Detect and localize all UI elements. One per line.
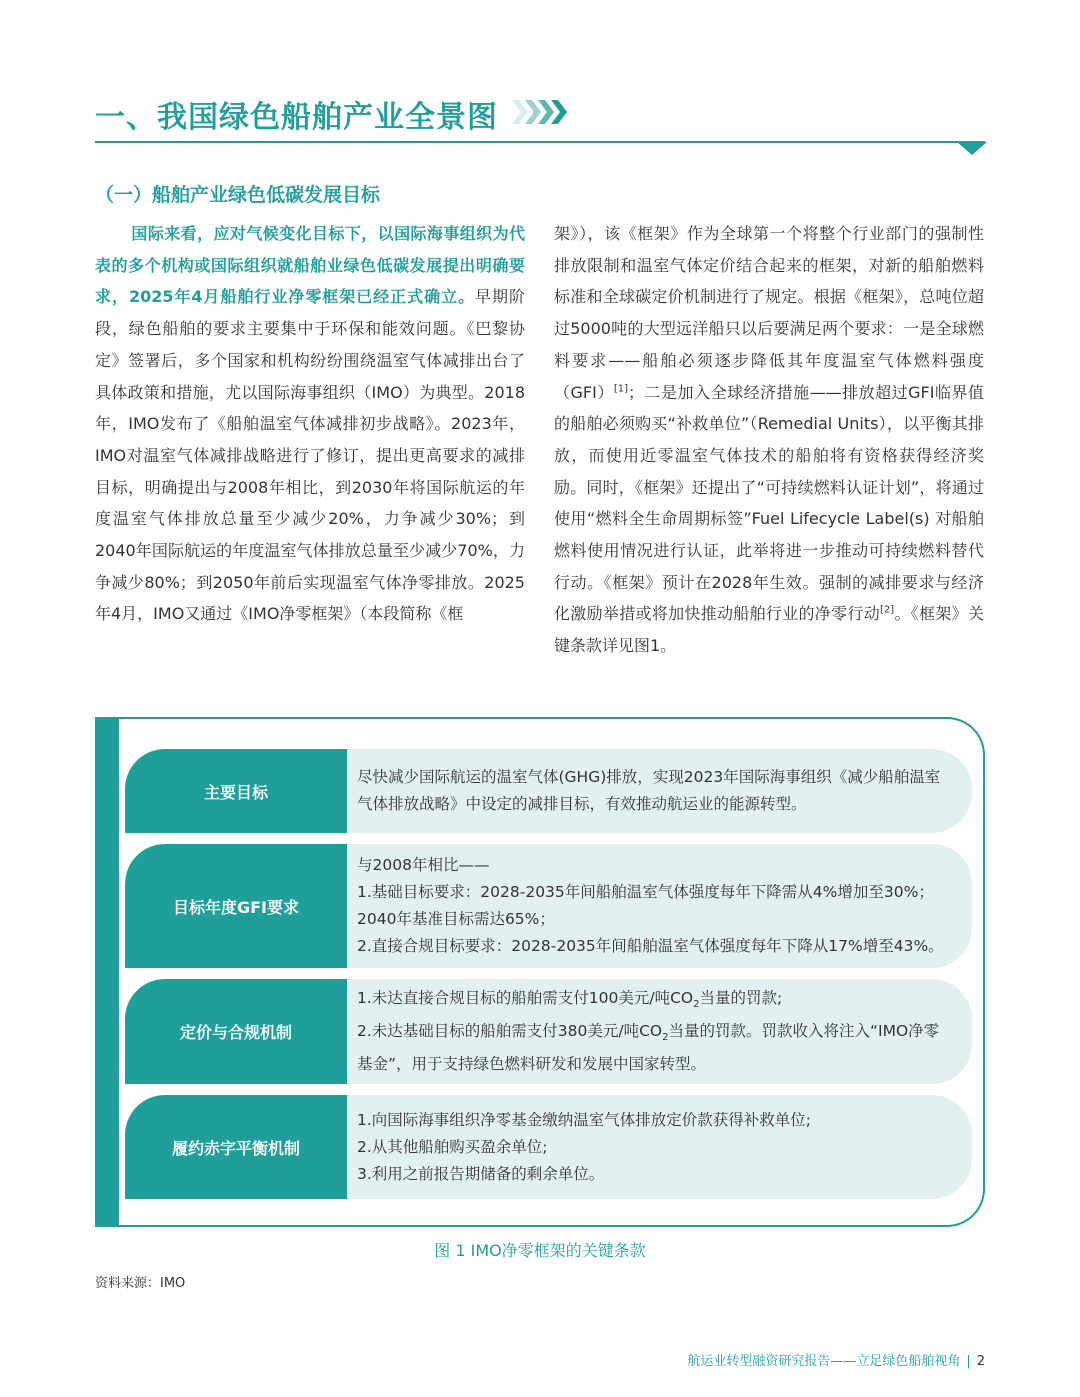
row-line: 1.基础目标要求：2028-2035年间船舶温室气体强度每年下降需从4%增加至30%；2040年基准目标需达65%； (357, 883, 934, 928)
page-number: 2 (976, 1354, 985, 1369)
row-line: 1.未达直接合规目标的船舶需支付100美元/吨$CO_2$当量的罚款; (357, 989, 783, 1010)
body-column-right (554, 218, 984, 662)
row-text (357, 749, 946, 833)
row-text (357, 979, 946, 1084)
rule-triangle-icon (957, 142, 987, 156)
figure-row-main-goal (125, 749, 972, 833)
body-text: 。《框架》关键条款详见图1。 (554, 604, 984, 656)
row-line: 与2008年相比—— (357, 856, 490, 874)
figure-caption: 图 1 IMO净零框架的关键条款 (434, 1241, 646, 1260)
chevrons-icon (512, 97, 568, 127)
row-label: 履约赤字平衡机制 (125, 1095, 347, 1199)
source-note: 资料来源：IMO (95, 1276, 186, 1291)
chapter-title: 一、我国绿色船舶产业全景图 (95, 100, 498, 135)
body-text: 架》），该《框架》作为全球第一个将整个行业部门的强制性排放限制和温室气体定价结合起来的框架，对新的船舶燃料标准和全球碳定价机制进行了规定。根据《框架》，总吨位超过5000吨的大型远洋船只以后要满足两个要求：一是全球燃料要求——船舶必须逐步降低其年度温室气体燃料强度（GFI） (554, 224, 984, 402)
footnote-ref[interactable]: [2] (880, 605, 895, 617)
row-line: 尽快减少国际航运的温室气体(GHG)排放，实现2023年国际海事组织《减少船舶温室气体排放战略》中设定的减排目标，有效推动航运业的能源转型。 (357, 768, 941, 813)
row-label: 主要目标 (125, 749, 347, 833)
section-title: （一）船舶产业绿色低碳发展目标 (95, 184, 381, 206)
body-text: ；二是加入全球经济措施——排放超过GFI临界值的船舶必须购买“补救单位”（Remedial Units），以平衡其排放，而使用近零温室气体技术的船舶将有资格获得经济奖励。同时，《框架》还提出了“可持续燃料认证计划”，将通过使用“燃料全生命周期标签”Fuel Lifecycle Label(s) 对船舶燃料使用情况进行认证，此举将进一步推动可持续燃料替代行动。《框架》预计在2028年生效。强制的减排要求与经济化激励举措或将加快推动船舶行业的净零行动 (554, 382, 985, 624)
row-text (357, 844, 946, 968)
page-footer: 航运业转型融资研究报告——立足绿色船舶视角 | 2 (687, 1354, 985, 1369)
footnote-ref[interactable]: [1] (613, 383, 629, 395)
footer-report-title: 航运业转型融资研究报告——立足绿色船舶视角 (687, 1354, 961, 1369)
figure-side-bar (95, 717, 119, 1227)
highlight-text: 国际来看，应对气候变化目标下，以国际海事组织为代表的多个机构或国际组织就船舶业绿色低碳发展提出明确要求，2025年4月船舶行业净零框架已经正式确立。 (95, 224, 525, 307)
row-line: 2.从其他船舶购买盈余单位; (357, 1137, 548, 1156)
row-text (357, 1095, 946, 1199)
body-text: 早期阶段，绿色船舶的要求主要集中于环保和能效问题。《巴黎协定》签署后，多个国家和机构纷纷围绕温室气体减排出台了具体政策和措施，尤以国际海事组织（IMO）为典型。2018年，IMO发布了《船舶温室气体减排初步战略》。2023年，IMO对温室气体减排战略进行了修订，提出更高要求的减排目标，明确提出与2008年相比，到2030年将国际航运的年度温室气体排放总量至少减少20%，力争减少30%；到2040年国际航运的年度温室气体排放总量至少减少70%，力争减少80%；到2050年前后实现温室气体净零排放。2025年4月，IMO又通过《IMO净零框架》（本段简称《框 (95, 287, 525, 624)
row-line: 1.向国际海事组织净零基金缴纳温室气体排放定价款获得补救单位; (357, 1110, 812, 1129)
row-line: 3.利用之前报告期储备的剩余单位。 (357, 1164, 605, 1183)
figure-row-pricing (125, 979, 972, 1084)
row-line: 2.直接合规目标要求：2028-2035年间船舶温室气体强度每年下降从17%增至43%。 (357, 937, 944, 955)
figure-row-gfi (125, 844, 972, 968)
row-line: 2.未达基础目标的船舶需支付380美元/吨$CO_2$当量的罚款。罚款收入将注入“IMO净零基金”，用于支持绿色燃料研发和发展中国家转型。 (357, 1022, 940, 1073)
figure-row-balance (125, 1095, 972, 1199)
row-label: 目标年度GFI要求 (125, 844, 347, 968)
row-label: 定价与合规机制 (125, 979, 347, 1084)
body-column-left (95, 218, 525, 630)
title-rule (95, 141, 985, 143)
